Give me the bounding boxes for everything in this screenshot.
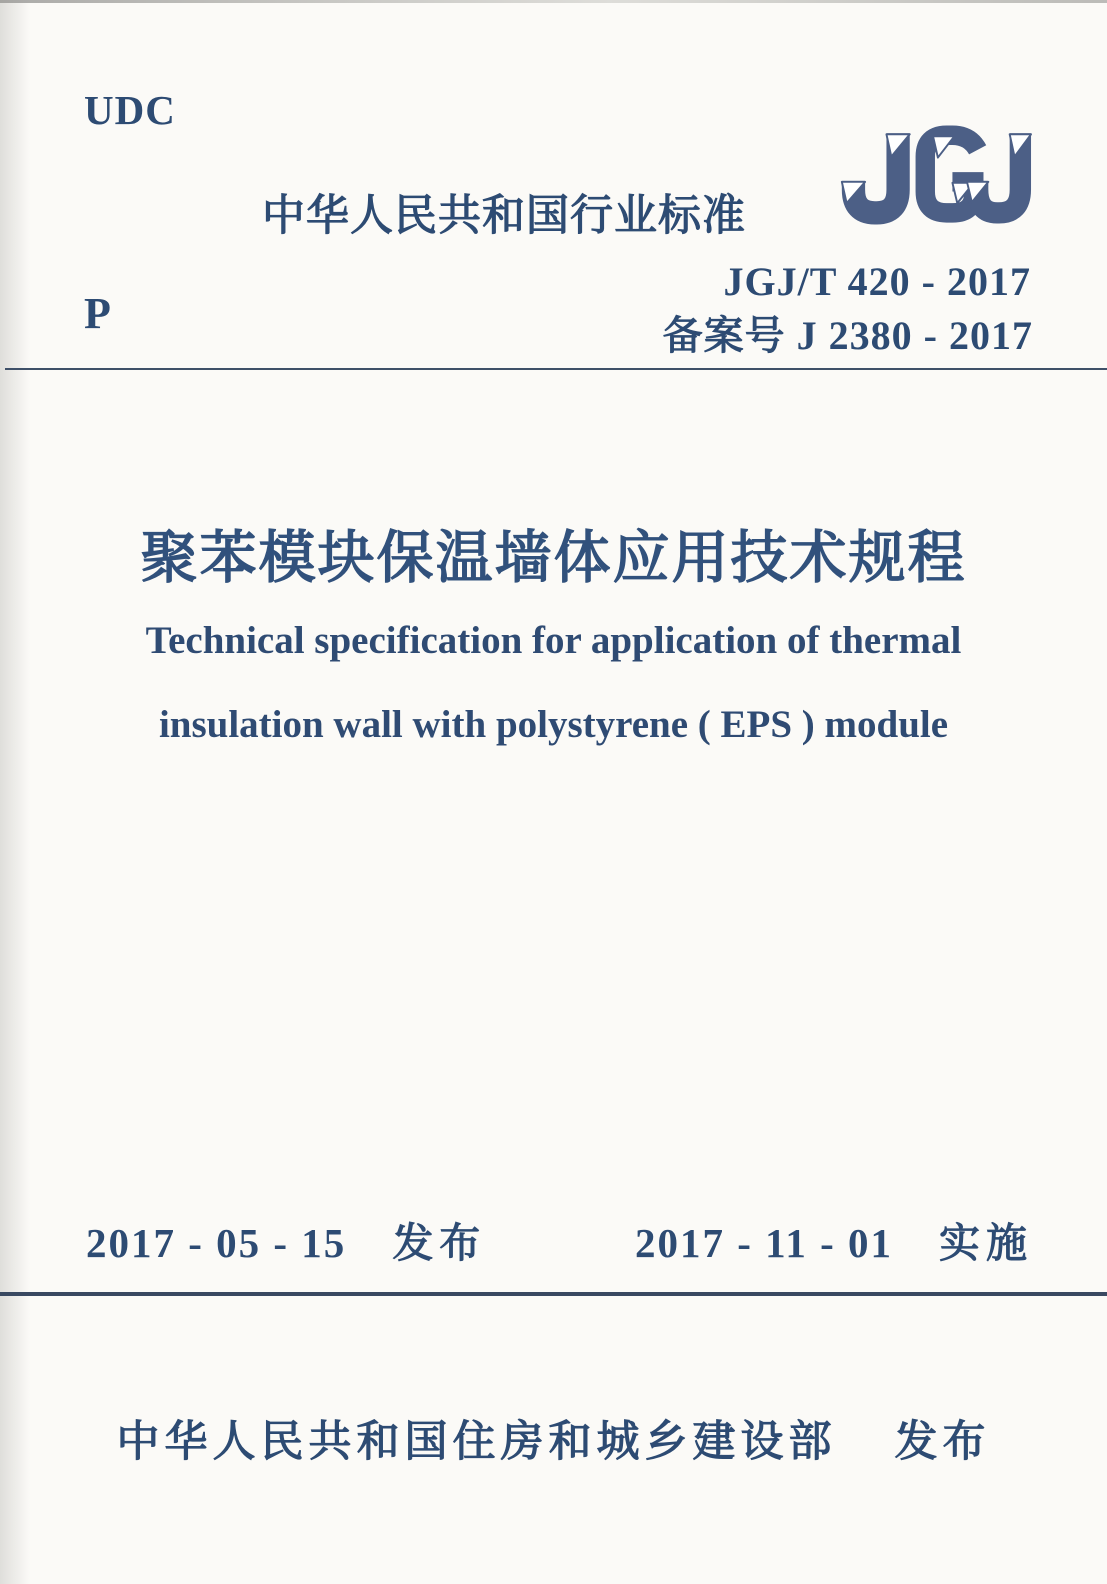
- publisher-name: 中华人民共和国住房和城乡建设部: [116, 1418, 837, 1466]
- publisher-line: [0, 1408, 1107, 1469]
- title-english-line2: insulation wall with polystyrene ( EPS ) module: [158, 703, 949, 746]
- standard-category-title: 中华人民共和国行业标准: [262, 192, 746, 240]
- classification-code: P: [84, 289, 111, 338]
- implementation-date: 2017 - 11 - 01: [634, 1220, 893, 1266]
- scan-left-shadow: [0, 0, 30, 1584]
- issue-label: 发布: [392, 1220, 487, 1266]
- jgj-logo: [836, 124, 1032, 228]
- header-divider-rule: [5, 368, 1107, 370]
- scan-top-edge: [0, 0, 1107, 3]
- jgj-logo-icon: [836, 124, 1032, 228]
- implementation-date-group: [635, 1210, 1033, 1269]
- implementation-label: 实施: [939, 1220, 1033, 1266]
- footer-divider-rule: [0, 1292, 1107, 1296]
- record-number: 备案号 J 2380 - 2017: [662, 313, 1033, 358]
- udc-label: UDC: [84, 87, 176, 133]
- title-english-line1: Technical specification for application of thermal: [145, 619, 962, 662]
- title-chinese: 聚苯模块保温墙体应用技术规程: [140, 527, 967, 590]
- publish-action-label: 发布: [894, 1418, 991, 1466]
- issue-date-group: [86, 1210, 486, 1269]
- issue-date: 2017 - 05 - 15: [86, 1220, 347, 1266]
- standard-number: JGJ/T 420 - 2017: [723, 259, 1031, 304]
